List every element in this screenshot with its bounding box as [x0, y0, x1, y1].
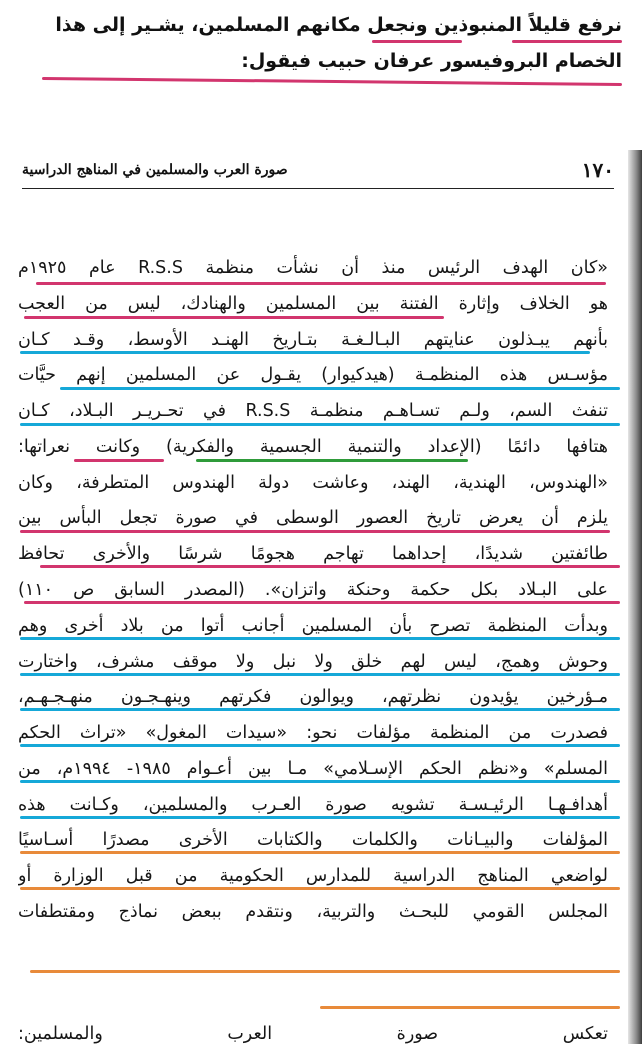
body-line-20: تعكس صورة العرب والمسلمين: [18, 1024, 608, 1044]
body-line-14: فصدرت من المنظمة مؤلفات نحو: «سيدات المغول» «تراث الحكم [18, 723, 608, 743]
top-passage-line-1: نرفع قليلاً المنبوذين ونجعل مكانهم المسلمين، يشـير إلى هذا [55, 14, 622, 36]
body-line-3: بأنهم يبـذلون عنايتهم البـالـغـة بتـاريخ الهنـد الأوسط، وقـد كـان [18, 330, 608, 350]
body-line-17: المؤلفات والبيـانات والكلمات والكتابات الأخرى مصدرًا أسـاسيًا [18, 830, 608, 850]
body-line-15: المسلم» و«نظم الحكم الإسـلامي» مـا بين أعـوام ١٩٨٥- ١٩٩٤م، من [18, 759, 608, 779]
highlight-underline [20, 744, 620, 747]
body-line-19: المجلس القومي للبحـث والتربية، ونتقدم ببعض نماذج ومقتطفات [18, 902, 608, 922]
highlight-underline [196, 459, 468, 462]
body-line-9: طائفتين شديدًا، إحداهما تهاجم هجومًا شرسًا والأخرى تحافظ [18, 544, 608, 564]
body-line-10: على البـلاد بكل حكمة وحنكة واتزان». (المصدر السابق ص ١١٠) [18, 580, 608, 600]
body-line-18: لواضعي المناهج الدراسية للمدارس الحكومية من قبل الوزارة أو [18, 866, 608, 886]
body-line-1: «كان الهدف الرئيس منذ أن نشأت منظمة R.S.S عام ١٩٢٥م [18, 258, 608, 278]
highlight-underline [20, 851, 620, 854]
highlight-underline [74, 459, 164, 462]
body-line-7: «الهندوس، الهندية، الهند، وعاشت دولة الهندوس المتطرفة، وكان [18, 473, 608, 493]
highlight-underline [20, 530, 610, 533]
highlight-underline [20, 887, 620, 890]
body-line-2: هو الخلاف وإثارة الفتنة بين المسلمين والهنادك، ليس من العجب [18, 294, 608, 314]
highlight-underline [20, 351, 590, 354]
highlight-underline [20, 423, 620, 426]
highlight-underline [40, 565, 620, 568]
body-line-13: مـؤرخين يؤيدون نظرتهم، ويوالون فكرتهم وينهـجـون منهـجـهـم، [18, 687, 608, 707]
highlight-underline [60, 387, 620, 390]
body-line-12: وحوش وهمج، ليس لهم خلق ولا نبل ولا موقف مشرف، واختارت [18, 652, 608, 672]
book-title-header: صورة العرب والمسلمين في المناهج الدراسية [22, 162, 288, 178]
highlight-underline [30, 970, 620, 973]
top-passage-line-2: الخصام البروفيسور عرفان حبيب فيقول: [241, 50, 622, 72]
highlight-underline [24, 316, 444, 319]
highlight-underline [36, 282, 606, 285]
body-line-16: أهدافـهـا الرئيـسـة تشويه صورة العـرب والمسلمين، وكـانت هذه [18, 795, 608, 815]
highlight-underline [20, 708, 620, 711]
highlight-underline [20, 673, 620, 676]
body-line-8: يلزم أن يعرض تاريخ العصور الوسطى في صورة تجعل البأس بين [18, 508, 608, 528]
page-number: ١٧٠ [581, 158, 614, 182]
highlight-underline [20, 816, 620, 819]
highlight-underline [20, 637, 620, 640]
body-line-4: مؤسـس هذه المنظمـة (هيدكيوار) يقـول عن المسلمين إنهم حيَّات [18, 365, 608, 385]
body-line-11: وبدأت المنظمة تصرح بأن المسلمين أجانب أتوا من بلاد أخرى وهم [18, 616, 608, 636]
body-line-5: تنفث السم، ولـم تسـاهـم منظمـة R.S.S في تحـريـر البـلاد، كـان [18, 401, 608, 421]
highlight-underline [20, 780, 620, 783]
body-line-6: هتافها دائمًا (الإعداد والتنمية الجسمية والفكرية) وكانت نعراتها: [18, 437, 608, 457]
highlight-underline [24, 601, 620, 604]
highlight-underline [320, 1006, 620, 1009]
